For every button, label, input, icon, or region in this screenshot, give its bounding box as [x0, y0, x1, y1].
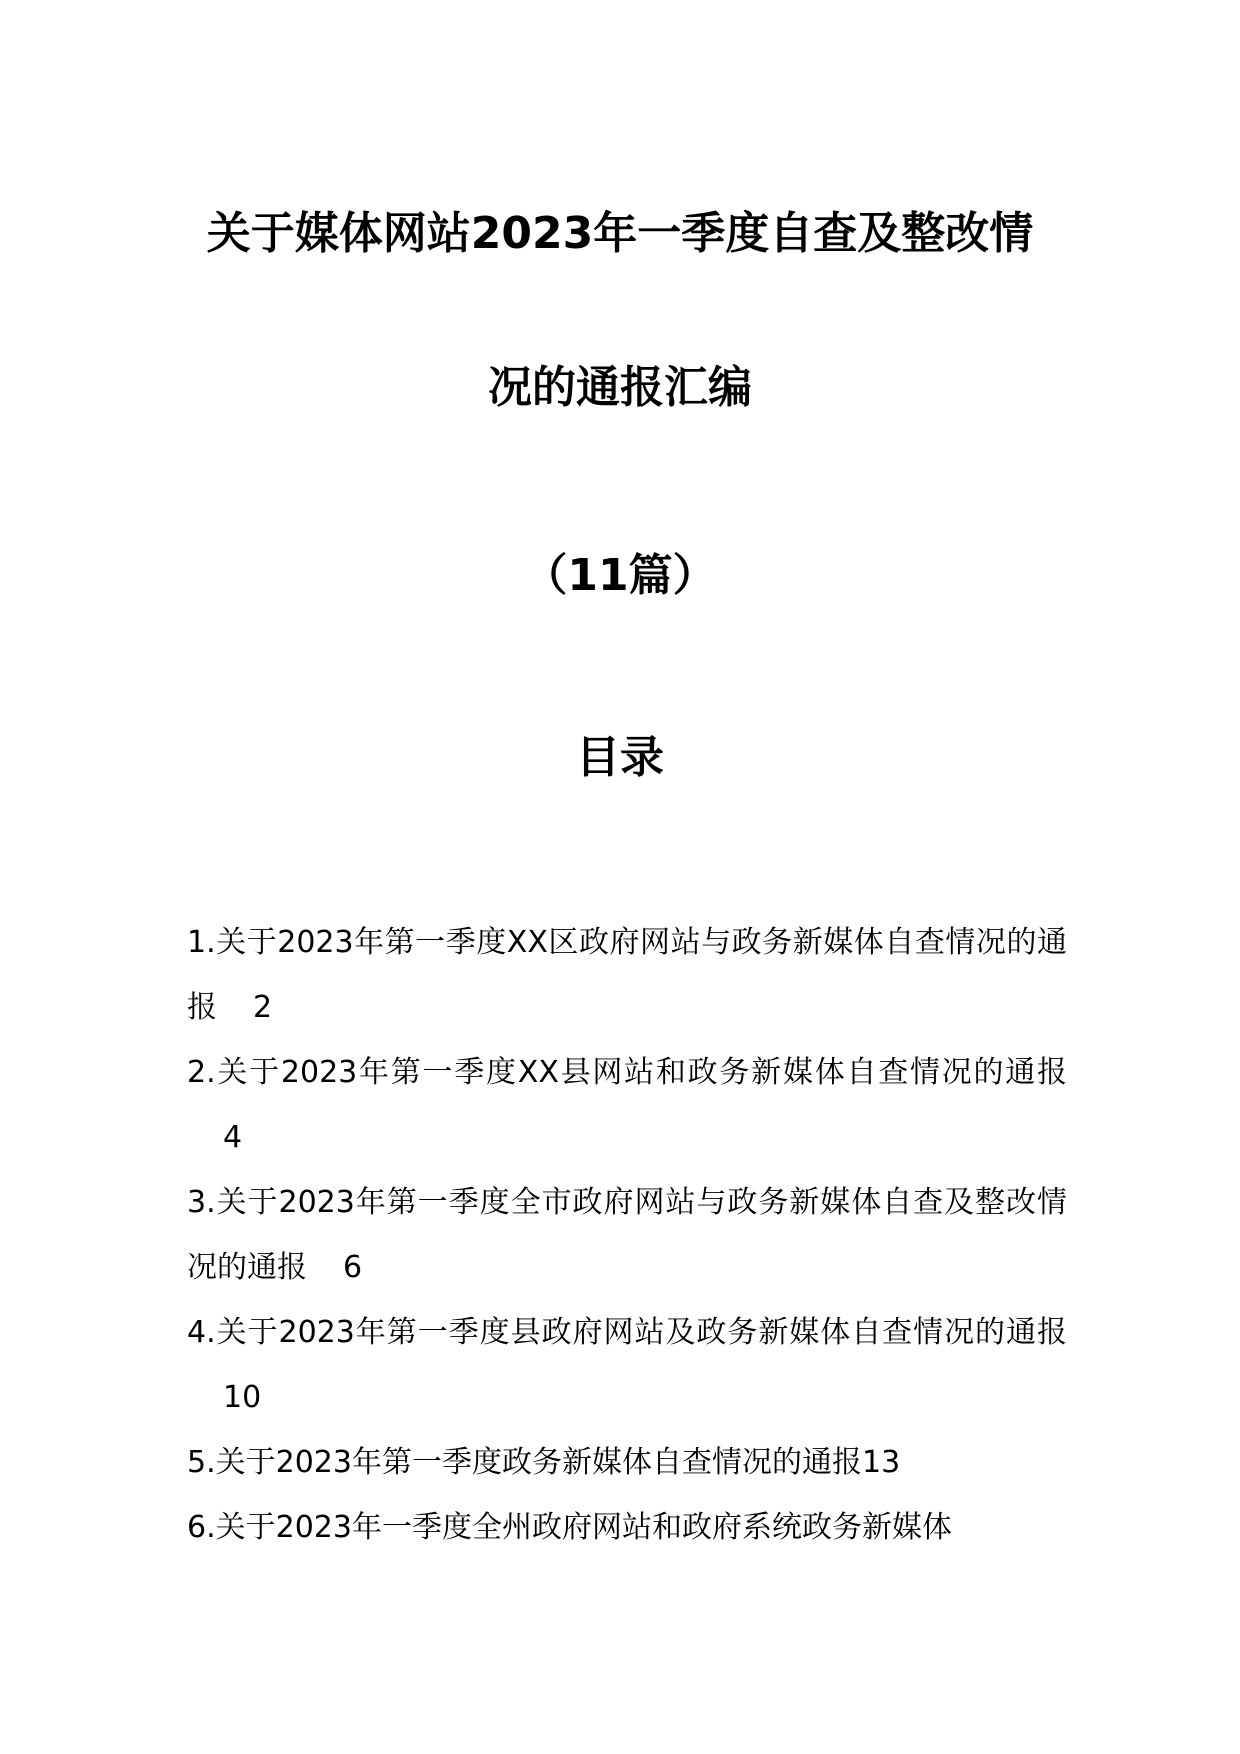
toc-item[interactable] — [187, 1300, 1067, 1430]
toc-item[interactable] — [187, 1170, 1067, 1300]
toc-item-title: 6.关于2023年一季度全州政府网站和政府系统政务新媒体 — [187, 1510, 952, 1545]
toc-item-page: 2 — [253, 990, 273, 1025]
table-of-contents — [187, 910, 1067, 1560]
document-count: （11篇） — [523, 550, 717, 601]
document-title-line-2: 况的通报汇编 — [488, 362, 752, 413]
toc-item-page: 10 — [223, 1380, 262, 1415]
toc-item-page: 6 — [343, 1250, 363, 1285]
toc-item[interactable] — [187, 1495, 1067, 1560]
toc-item-title: 5.关于2023年第一季度政务新媒体自查情况的通报 — [187, 1445, 862, 1480]
toc-item[interactable] — [187, 1430, 1067, 1495]
toc-item-title: 3.关于2023年第一季度全市政府网站与政务新媒体自查及整改情况的通报 — [187, 1185, 1067, 1285]
toc-item-title: 2.关于2023年第一季度XX县网站和政务新媒体自查情况的通报 — [187, 1055, 1067, 1090]
toc-item[interactable] — [187, 910, 1067, 1040]
document-title-line-1: 关于媒体网站2023年一季度自查及整改情 — [206, 208, 1034, 259]
toc-item-page: 13 — [861, 1445, 901, 1480]
toc-item-title: 4.关于2023年第一季度县政府网站及政务新媒体自查情况的通报 — [187, 1315, 1067, 1350]
toc-heading: 目录 — [576, 732, 664, 783]
toc-item-title: 1.关于2023年第一季度XX区政府网站与政务新媒体自查情况的通报 — [187, 925, 1067, 1025]
toc-item[interactable] — [187, 1040, 1067, 1170]
toc-item-page: 4 — [223, 1120, 243, 1155]
